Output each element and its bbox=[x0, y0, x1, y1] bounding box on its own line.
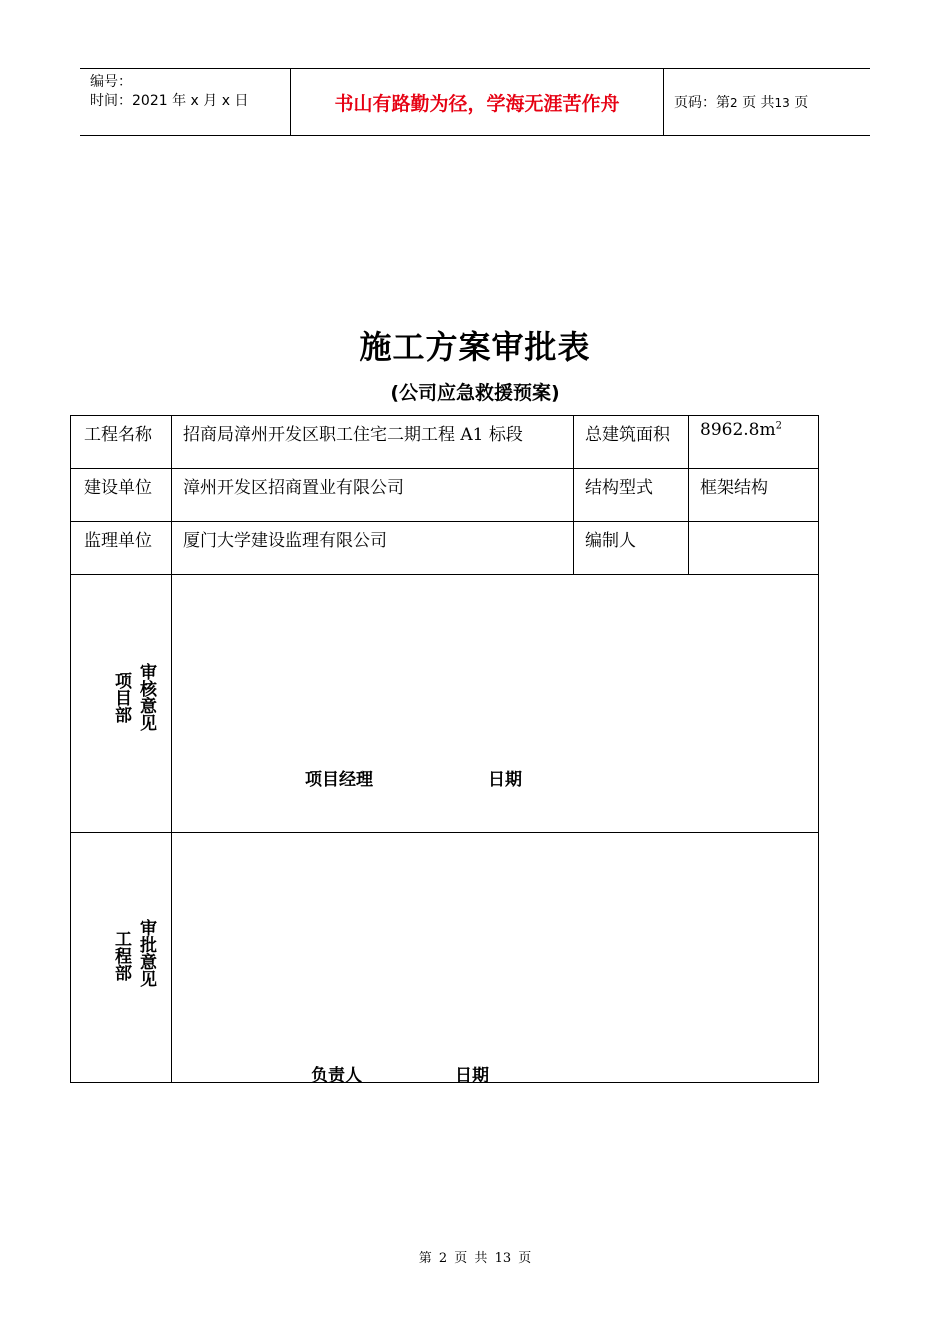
header-page-info bbox=[664, 69, 871, 136]
page-mid: 页 共 bbox=[742, 95, 775, 111]
form-row-project bbox=[71, 416, 819, 469]
document-title: 施工方案审批表 bbox=[359, 328, 591, 366]
responsible-person-label: 负责人 bbox=[311, 1066, 362, 1086]
area-unit-exponent: 2 bbox=[775, 420, 782, 432]
engineering-dept-opinion-area bbox=[172, 833, 819, 1086]
document-subtitle: (公司应急救援预案) bbox=[390, 382, 560, 404]
label-total-area: 总建筑面积 bbox=[574, 416, 689, 469]
approval-form bbox=[70, 415, 819, 1086]
value-client: 漳州开发区招商置业有限公司 bbox=[172, 469, 574, 522]
number-label: 编号： bbox=[90, 74, 132, 90]
form-row-supervisor bbox=[71, 522, 819, 575]
footer-page-number: 2 bbox=[438, 1251, 448, 1266]
value-author bbox=[689, 522, 819, 575]
engineering-dept-name: 工 程 部 bbox=[115, 930, 132, 984]
page-label: 页码：第 bbox=[674, 95, 730, 111]
time-label: 时间：2021 年 x 月 x 日 bbox=[90, 93, 249, 109]
page-header bbox=[80, 68, 870, 136]
engineering-dept-label bbox=[71, 833, 172, 1083]
header-motto: 书山有路勤为径，学海无涯苦作舟 bbox=[291, 69, 664, 136]
label-project-name: 工程名称 bbox=[71, 416, 172, 469]
page-total: 13 bbox=[774, 96, 790, 110]
project-date-label: 日期 bbox=[488, 770, 522, 790]
engineering-dept-approval-opinion: 审 批 意 见 bbox=[140, 919, 157, 990]
value-supervisor: 厦门大学建设监理有限公司 bbox=[172, 522, 574, 575]
project-dept-review-opinion: 审 核 意 见 bbox=[140, 663, 157, 734]
label-supervisor: 监理单位 bbox=[71, 522, 172, 575]
label-structure: 结构型式 bbox=[574, 469, 689, 522]
project-manager-label: 项目经理 bbox=[305, 770, 373, 790]
value-total-area bbox=[689, 416, 819, 469]
label-author: 编制人 bbox=[574, 522, 689, 575]
footer-page-total: 13 bbox=[494, 1251, 512, 1266]
label-client: 建设单位 bbox=[71, 469, 172, 522]
value-project-name: 招商局漳州开发区职工住宅二期工程 A1 标段 bbox=[172, 416, 574, 469]
page-number: 2 bbox=[730, 96, 738, 110]
area-number: 8962.8m bbox=[700, 420, 776, 440]
header-meta bbox=[80, 69, 291, 136]
project-dept-opinion-area bbox=[172, 575, 819, 833]
project-dept-name: 项 目 部 bbox=[115, 672, 132, 726]
engineering-date-label: 日期 bbox=[455, 1066, 489, 1086]
page-end: 页 bbox=[794, 95, 809, 111]
project-dept-section bbox=[71, 575, 819, 833]
page-footer: 第 2 页 共 13 页 bbox=[418, 1251, 532, 1266]
value-structure: 框架结构 bbox=[689, 469, 819, 522]
engineering-dept-section bbox=[71, 833, 819, 1083]
project-dept-label bbox=[71, 575, 172, 833]
form-row-client bbox=[71, 469, 819, 522]
